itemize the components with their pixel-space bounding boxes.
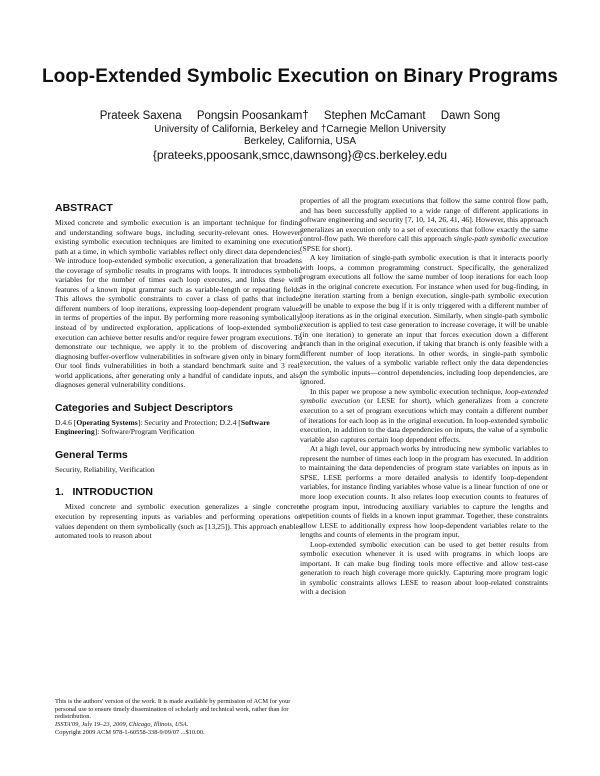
copyright-footnote <box>55 698 300 737</box>
general-terms-heading: General Terms <box>55 448 128 461</box>
author-location: Berkeley, California, USA <box>243 136 357 147</box>
footnote-copyright: Copyright 2009 ACM 978-1-60558-338-9/09/07 ...$10.00. <box>55 728 205 736</box>
text-run: (SPSE for short). <box>300 243 353 253</box>
text-run: properties of all the program executions that follow the same control flow path, and has been successfully applied to a wide range of different applications in software engineering and security [7, 10, 14, 26, 41, 46]. However, this approach generalizes an execution only to a set of executions that follow exactly the same control-flow path. We therefore call this approach <box>300 196 548 244</box>
text-run: In this paper we propose a new symbolic execution technique, <box>310 386 505 396</box>
right-column <box>300 196 548 597</box>
categories-bold: Operating Systems <box>76 417 138 427</box>
paper-title: Loop-Extended Symbolic Execution on Binary Programs <box>41 66 559 87</box>
categories-part: ]: Software/Program Verification <box>94 427 195 437</box>
footnote-permission: This is the authors' version of the work. It is made available by permission of ACM for your personal use to ensure timely dissemination of scholarly and technical work, rather than for redistribution. <box>55 698 291 721</box>
footnote-venue: ISSTA'09, July 19–23, 2009, Chicago, Illinois, USA. <box>55 721 189 729</box>
abstract-text: Mixed concrete and symbolic execution is an important technique for finding and understanding software bugs, including security-relevant ones. However, existing symbolic execution techniques are limited to examining one execution path at a time, in which symbolic variables reflect only direct data dependencies. We introduce loop-extended symbolic execution, a generalization that broadens the coverage of symbolic results in programs with loops. It introduces symbolic variables for the number of times each loop executes, and links these with features of a known input grammar such as variable-length or repeating fields. This allows the symbolic constraints to cover a class of paths that includes different numbers of loop iterations, expressing loop-dependent program values in terms of properties of the input. By performing more reasoning symbolically, instead of by undirected exploration, applications of loop-extended symbolic execution can achieve better results and/or require fewer program executions. To demonstrate our technique, we apply it to the problem of discovering and diagnosing buffer-overflow vulnerabilities in software given only in binary form. Our tool finds vulnerabilities in both a standard benchmark suite and 3 real-world applications, after generating only a handful of candidate inputs, and also diagnoses general vulnerability conditions. <box>55 218 302 390</box>
author-name: Pongsin Poosankam† <box>196 110 309 122</box>
emphasis-text: loop-extended symbolic execution <box>300 386 548 406</box>
body-paragraph: Loop-extended symbolic execution can be used to get better results from symbolic execution whenever it is used with programs in which loops are important. It can make bug finding tools more effective and allow test-case generation to reach high coverage more quickly. Capturing more program logic in symbolic constraints allows LESE to reason about loop-related constraints with a decision <box>300 539 548 597</box>
emphasis-text: single-path symbolic execution <box>453 234 548 244</box>
author-name: Stephen McCamant <box>323 110 426 122</box>
categories-part: ]: Security and Protection; D.2.4 [ <box>137 417 241 427</box>
text-run: (or LESE for short), which generalizes from a concrete execution to a set of program executions which may contain a different number of iterations for each loop as in the original execution. In loop-extended symbolic execution, in addition to the data dependencies on inputs, the value of a symbolic variable also captures certain loop dependent effects. <box>300 396 548 444</box>
abstract-heading: ABSTRACT <box>55 202 113 214</box>
categories-bold: Software Engineering <box>55 417 270 437</box>
body-paragraph: A key limitation of single-path symbolic execution is that it interacts poorly with loops, a common programming construct. Specifically, the generalized program executions all follow the same number of loop iterations for each loop as in the original concrete execution. For instance when used for bug-finding, in one iteration starting from a benign execution, single-path symbolic execution will be unable to expose the bug if it is only triggered with a different number of loop iterations as in the original execution. Similarly, when single-path symbolic execution is applied to test case generation to increase coverage, it will be unable (in one iteration) to generate an input that forces execution down a different branch than in the original execution, if taking that branch is only feasible with a different number of loop iterations. In other words, in single-path symbolic execution, the values of a symbolic variable reflect only the data dependencies on the symbolic inputs—control dependencies, including loop dependencies, are ignored. <box>300 253 548 387</box>
author-emails: {prateeks,ppoosank,smcc,dawnsong}@cs.berkeley.edu <box>152 148 448 162</box>
introduction-heading: 1. INTRODUCTION <box>55 486 154 499</box>
body-paragraph <box>300 196 548 253</box>
author-list <box>0 110 600 122</box>
left-column <box>55 202 302 541</box>
categories-text <box>55 418 302 437</box>
general-terms-text: Security, Reliability, Verification <box>55 464 155 474</box>
categories-heading: Categories and Subject Descriptors <box>55 401 233 414</box>
introduction-paragraph: Mixed concrete and symbolic execution generalizes a single concrete execution by representing inputs as variables and performing operations on values dependent on them symbolically (such as [13,25]). This approach enables automated tools to reason about <box>55 502 302 541</box>
author-affiliation: University of California, Berkeley and †Carnegie Mellon University <box>154 124 446 135</box>
body-paragraph: At a high level, our approach works by introducing new symbolic variables to represent the number of times each loop in the program has executed. In addition to maintaining the data dependencies of program state variables on inputs as in SPSE, LESE performs a more detailed analysis to identify loop-dependent variables, for instance finding variables whose value is a linear function of one or more loop execution counts. It also relates loop execution counts to features of the program input, introducing auxiliary variables to capture the lengths and repetition counts of fields in a known input grammar. Together, these constraints allow LESE to additionally express how loop-dependent variables relate to the lengths and counts of elements in the program input. <box>300 444 548 540</box>
author-name: Prateek Saxena <box>99 110 182 122</box>
body-paragraph <box>300 387 548 444</box>
categories-part: D.4.6 [ <box>55 417 77 427</box>
author-name: Dawn Song <box>440 110 501 122</box>
